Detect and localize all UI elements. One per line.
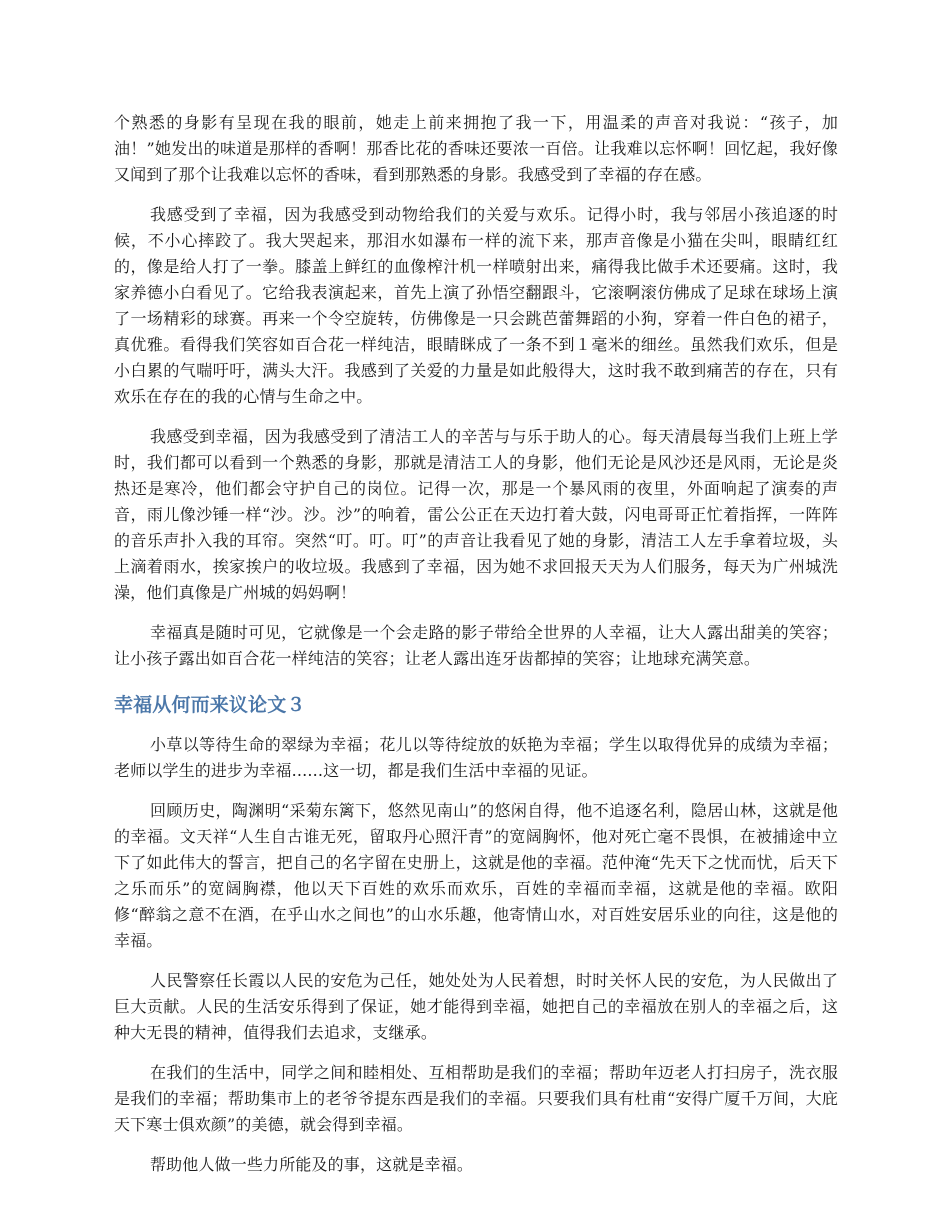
document-page xyxy=(114,110,838,1192)
paragraph-animal-love: 我感受到了幸福，因为我感受到动物给我们的关爱与欢乐。记得小时，我与邻居小孩追逐的时候，不小心摔跤了。我大哭起来，那泪水如瀑布一样的流下来，那声音像是小猫在尖叫，眼睛红红的，像是给人打了一拳。膝盖上鲜红的血像榨汁机一样喷射出来，痛得我比做手术还要痛。这时，我家养德小白看见了。它给我表演起来，首先上演了孙悟空翻跟斗，它滚啊滚仿佛成了足球在球场上演了一场精彩的球赛。再来一个令空旋转，仿佛像是一只会跳芭蕾舞蹈的小狗，穿着一件白色的裙子，真优雅。看得我们笑容如百合花一样纯洁，眼睛眯成了一条不到１毫米的细丝。虽然我们欢乐，但是小白累的气喘吁吁，满头大汗。我感到了关爱的力量是如此般得大，这时我不敢到痛苦的存在，只有欢乐在存在的我的心情与生命之中。 xyxy=(114,205,838,406)
paragraph-conclusion: 帮助他人做一些力所能及的事，这就是幸福。 xyxy=(150,1155,474,1174)
paragraph-happiness-everywhere: 幸福真是随时可见，它就像是一个会走路的影子带给全世界的人幸福，让大人露出甜美的笑容；让小孩子露出如百合花一样纯洁的笑容；让老人露出连牙齿都掉的笑容；让地球充满笑意。 xyxy=(114,623,838,668)
paragraph-grass-flowers: 小草以等待生命的翠绿为幸福；花儿以等待绽放的妖艳为幸福；学生以取得优异的成绩为幸福；老师以学生的进步为幸福......这一切，都是我们生活中幸福的见证。 xyxy=(114,735,838,780)
paragraph-cleaner: 我感受到幸福，因为我感受到了清洁工人的辛苦与与乐于助人的心。每天清晨每当我们上班上学时，我们都可以看到一个熟悉的身影，那就是清洁工人的身影，他们无论是风沙还是风雨，无论是炎热还是寒冷，他们都会守护自己的岗位。记得一次，那是一个暴风雨的夜里，外面响起了演奏的声音，雨儿像沙锤一样“沙。沙。沙”的响着，雷公公正在天边打着大鼓，闪电哥哥正忙着指挥，一阵阵的音乐声扑入我的耳帘。突然“叮。叮。叮”的声音让我看见了她的身影，清洁工人左手拿着垃圾，头上滴着雨水，挨家挨户的收垃圾。我感到了幸福，因为她不求回报天天为人们服务，每天为广州城洗澡，他们真像是广州城的妈妈啊！ xyxy=(114,427,838,602)
paragraph-police: 人民警察任长霞以人民的安危为己任，她处处为人民着想，时时关怀人民的安危，为人民做出了巨大贡献。人民的生活安乐得到了保证，她才能得到幸福，她把自己的幸福放在别人的幸福之后，这种大无畏的精神，值得我们去追求，支继承。 xyxy=(114,971,838,1042)
paragraph-history: 回顾历史，陶渊明“采菊东篱下，悠然见南山”的悠闲自得，他不追逐名利，隐居山林，这就是他的幸福。文天祥“人生自古谁无死，留取丹心照汗青”的宽阔胸怀，他对死亡毫不畏惧，在被捕途中立下了如此伟大的誓言，把自己的名字留在史册上，这就是他的幸福。范仲淹“先天下之忧而忧，后天下之乐而乐”的宽阔胸襟，他以天下百姓的欢乐而欢乐，百姓的幸福而幸福，这就是他的幸福。欧阳修“醉翁之意不在酒，在乎山水之间也”的山水乐趣，他寄情山水，对百姓安居乐业的向往，这是他的幸福。 xyxy=(114,801,838,950)
paragraph-continuation: 个熟悉的身影有呈现在我的眼前，她走上前来拥抱了我一下，用温柔的声音对我说：“孩子，加油！”她发出的味道是那样的香啊！那香比花的香味还要浓一百倍。让我难以忘怀啊！回忆起，我好像又闻到了那个让我难以忘怀的香味，看到那熟悉的身影。我感受到了幸福的存在感。 xyxy=(114,113,838,184)
section-heading: 幸福从何而来议论文３ xyxy=(114,694,306,716)
paragraph-daily-life: 在我们的生活中，同学之间和睦相处、互相帮助是我们的幸福；帮助年迈老人打扫房子，洗衣服是我们的幸福；帮助集市上的老爷爷提东西是我们的幸福。只要我们具有杜甫“安得广厦千万间，大庇天下寒士俱欢颜”的美德，就会得到幸福。 xyxy=(114,1063,838,1134)
